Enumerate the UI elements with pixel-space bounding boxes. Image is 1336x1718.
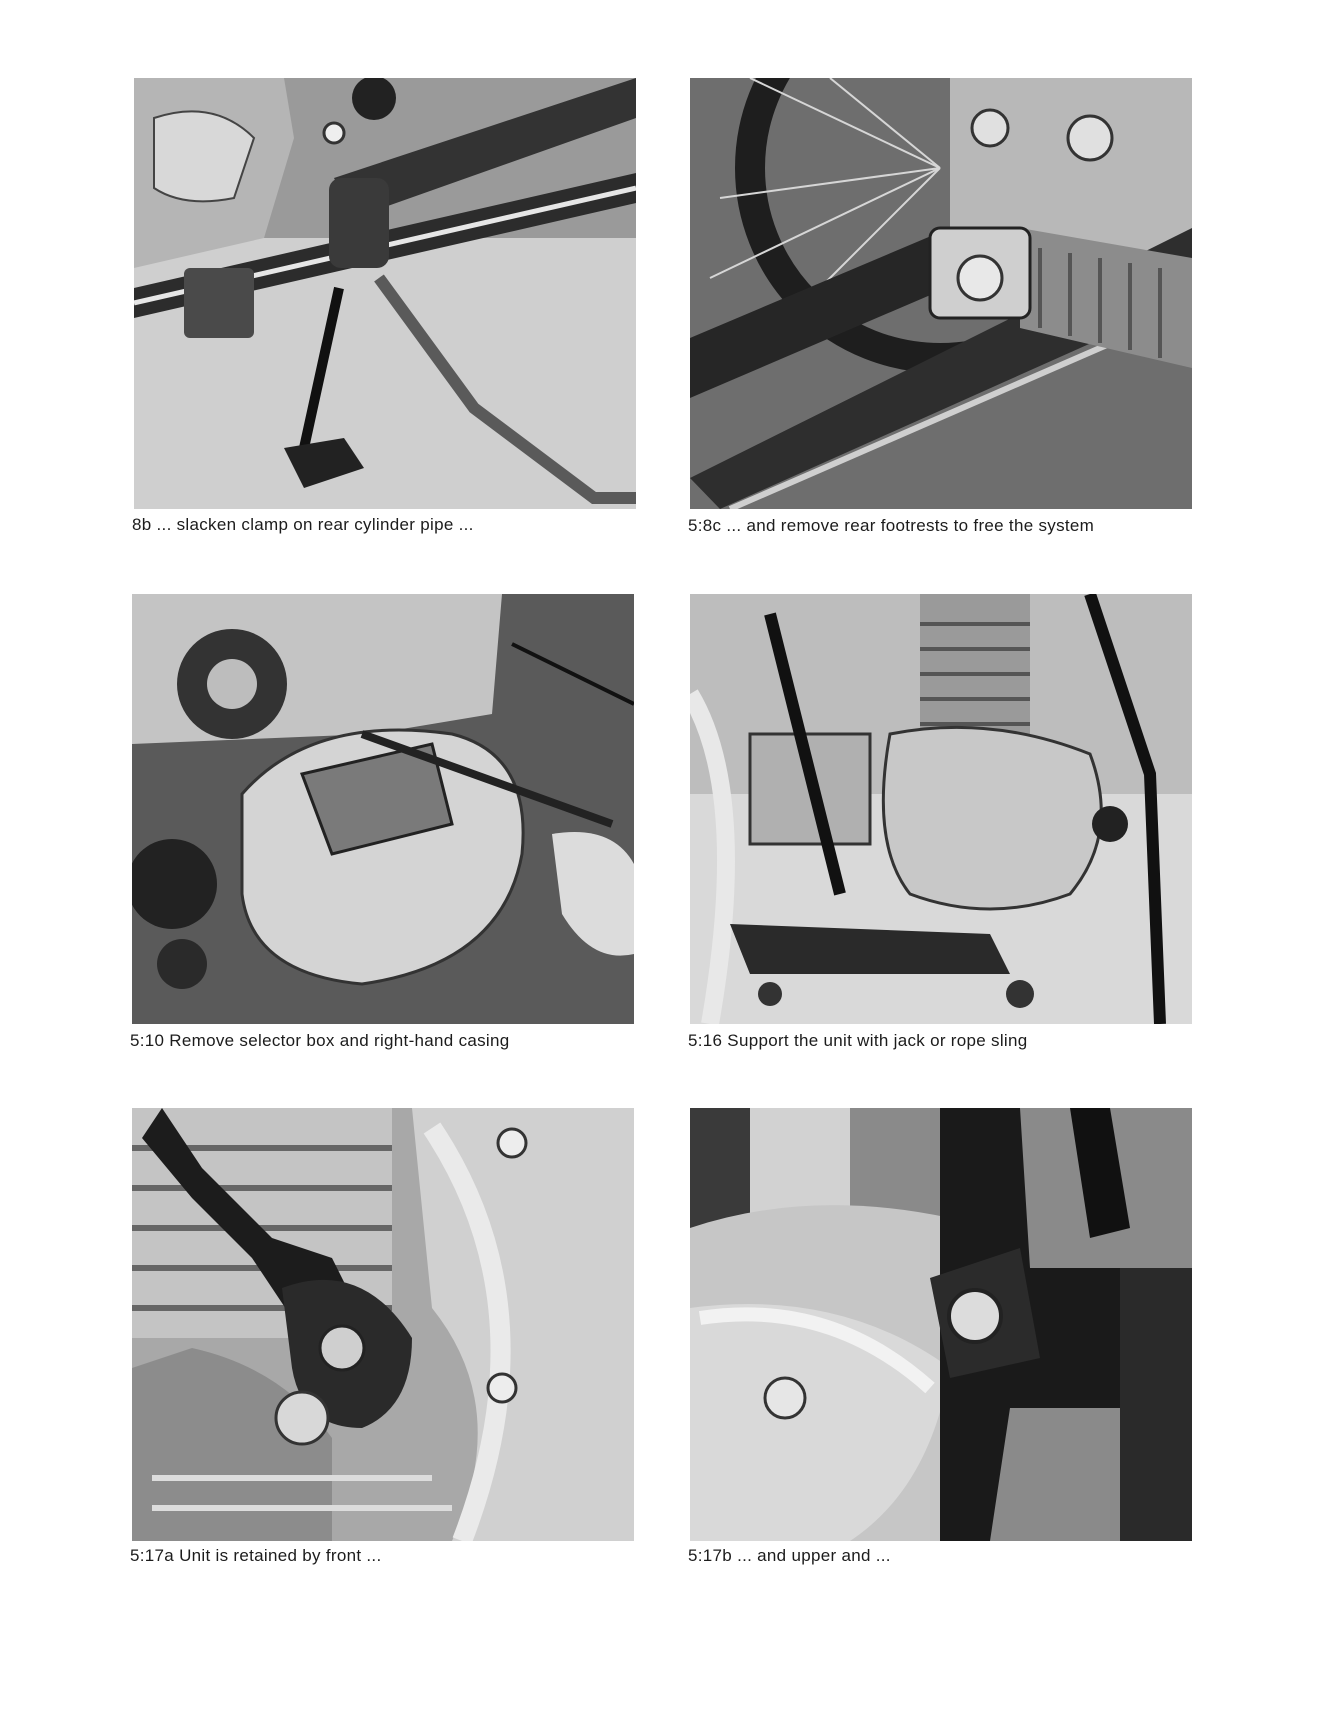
photo-5-10-selector-box-casing xyxy=(132,594,634,1024)
photo-8b-rear-cylinder-pipe-clamp xyxy=(134,78,636,509)
photo-5-16-jack-support xyxy=(690,594,1192,1024)
figure-caption: 5:16 Support the unit with jack or rope sling xyxy=(688,1031,1028,1050)
figure-caption: 5:17b ... and upper and ... xyxy=(688,1546,891,1565)
photo-5-8c-rear-footrests xyxy=(690,78,1192,509)
photo-5-17b-upper-mounting xyxy=(690,1108,1192,1541)
figure-caption: 5:8c ... and remove rear footrests to free the system xyxy=(688,516,1095,535)
figure-caption: 5:10 Remove selector box and right-hand casing xyxy=(130,1031,510,1050)
figure-caption: 5:17a Unit is retained by front ... xyxy=(130,1546,382,1565)
figure-caption: 8b ... slacken clamp on rear cylinder pipe ... xyxy=(132,515,474,534)
photo-5-17a-front-mounting xyxy=(132,1108,634,1541)
